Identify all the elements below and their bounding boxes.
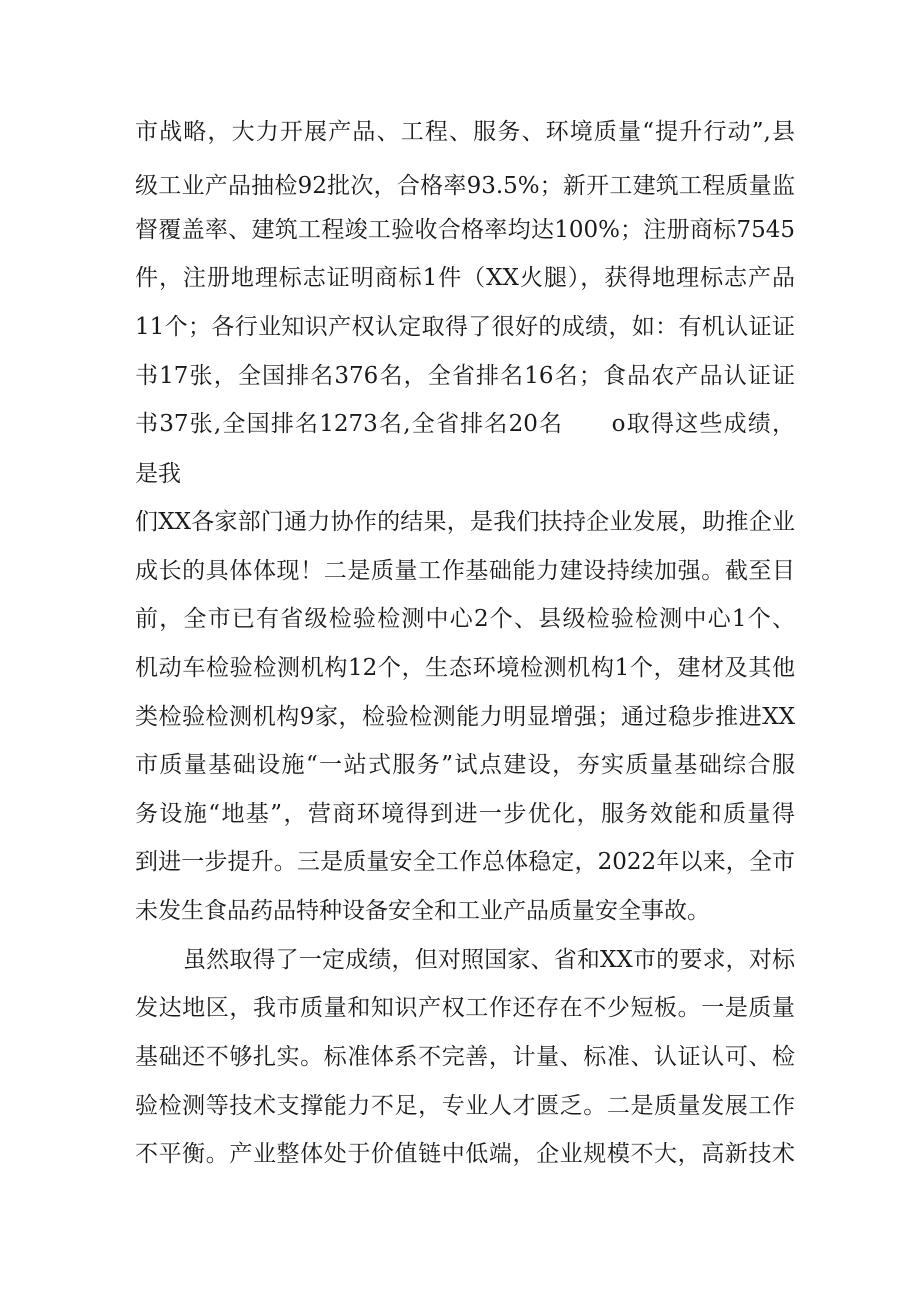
text-line: 书17张，全国排名376名，全省排名16名；食品农产品认证证 [135,363,795,389]
text-line: 件，注册地理标志证明商标1件（XX火腿），获得地理标志产品 [135,265,795,291]
text-line: 不平衡。产业整体处于价值链中低端，企业规模不大，高新技术 [135,1141,795,1167]
text-line: 成长的具体体现！二是质量工作基础能力建设持续加强。截至目 [135,558,795,584]
text-line: 类检验检测机构9家，检验检测能力明显增强；通过稳步推进XX [135,704,795,730]
text-line: 基础还不够扎实。标准体系不完善，计量、标准、认证认可、检 [135,1044,795,1070]
text-line: 未发生食品药品特种设备安全和工业产品质量安全事故。 [135,898,710,924]
text-line: 机动车检验检测机构12个，生态环境检测机构1个，建材及其他 [135,655,795,681]
text-line: 务设施“地基”，营商环境得到进一步优化，服务效能和质量得 [135,801,795,827]
text-line: 到进一步提升。三是质量安全工作总体稳定，2022年以来，全市 [135,849,795,875]
text-line: 前，全市已有省级检验检测中心2个、县级检验检测中心1个、 [135,606,795,632]
text-line: 们XX各家部门通力协作的结果，是我们扶持企业发展，助推企业 [135,509,795,535]
text-line: 书37张,全国排名1273名,全省排名20名 o取得这些成绩， [135,411,795,437]
text-line: 发达地区，我市质量和知识产权工作还存在不少短板。一是质量 [135,995,795,1021]
text-line: 是我 [135,461,181,487]
text-line: 虽然取得了一定成绩，但对照国家、省和XX市的要求，对标 [183,947,795,973]
text-line: 市质量基础设施“一站式服务”试点建设，夯实质量基础综合服 [135,752,795,778]
text-line: 11个；各行业知识产权认定取得了很好的成绩，如：有机认证证 [135,314,795,340]
text-line: 市战略，大力开展产品、工程、服务、环境质量“提升行动”,县 [135,119,795,145]
text-line: 级工业产品抽检92批次，合格率93.5%；新开工建筑工程质量监 [135,173,795,199]
text-line: 督覆盖率、建筑工程竣工验收合格率均达100%；注册商标7545 [135,217,795,243]
text-line: 验检测等技术支撑能力不足，专业人才匮乏。二是质量发展工作 [135,1093,795,1119]
